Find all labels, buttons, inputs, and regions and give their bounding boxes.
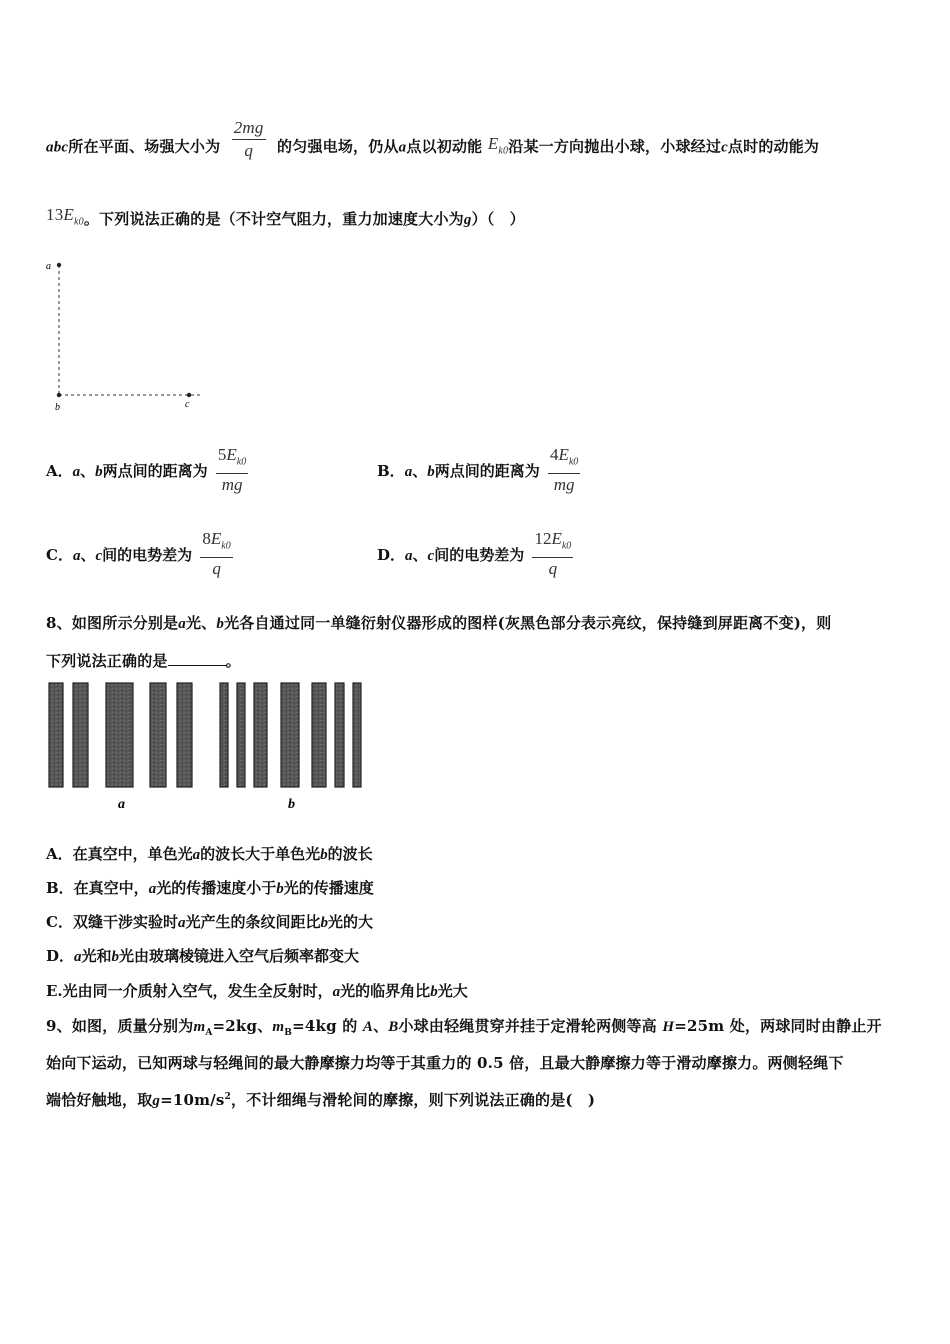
pattern-a-fringe-3: [106, 683, 133, 787]
pattern-b-fringe-7: [353, 683, 361, 787]
q7-label-b: b: [55, 402, 60, 413]
q7-option-d-fraction: $\frac{12E_{k0}}{q}$: [534, 529, 572, 579]
q7-field-fraction: $\frac{2mg}{q}$: [233, 118, 264, 160]
q7-option-c[interactable]: C．a、c间的电势差为 $\frac{8E_{k0}}{q}$: [46, 529, 231, 579]
q8-option-a[interactable]: A．在真空中，单色光a的波长大于单色光b的波长: [46, 845, 373, 863]
pattern-b-fringe-4: [281, 683, 299, 787]
pattern-a-label: a: [118, 797, 125, 812]
q8-number: 8、: [46, 614, 72, 632]
pattern-b-label: b: [288, 797, 295, 812]
pattern-a: [49, 683, 192, 787]
q9-line-3: 端恰好触地，取$g=10m/s^2$，不计细绳与滑轮间的摩擦，则下列说法正确的是( ): [46, 1091, 596, 1109]
q8-diffraction-figure: [44, 680, 369, 815]
q9-line-1: 9、如图，质量分别为$m_A=2kg$、$m_B=4kg$ 的 A、B小球由轻绳贯穿并挂于定滑轮两侧等高 H=25m 处，两球同时由静止开: [46, 1017, 882, 1038]
q8-option-b[interactable]: B．在真空中，a光的传播速度小于b光的传播速度: [46, 879, 374, 897]
pattern-b-fringe-5: [312, 683, 326, 787]
q7-option-a[interactable]: A．a、b两点间的距离为 $\frac{5E_{k0}}{mg}$: [46, 445, 247, 495]
q7-option-d[interactable]: D．a、c间的电势差为 $\frac{12E_{k0}}{q}$: [377, 529, 572, 579]
q8-line-1: 8、如图所示分别是a光、b光各自通过同一单缝衍射仪器形成的图样(灰黑色部分表示亮纹，保持缝到屏距离不变)，则: [46, 614, 832, 632]
q7-figure: [40, 255, 210, 415]
q7-ek0: $E_{k0}$: [487, 133, 509, 156]
pattern-a-fringe-4: [150, 683, 166, 787]
q9-number: 9、: [46, 1017, 72, 1035]
pattern-a-fringe-2: [73, 683, 88, 787]
q8-answer-blank[interactable]: [168, 651, 226, 666]
q9-line-2: 始向下运动，已知两球与轻绳间的最大静摩擦力均等于其重力的 0.5 倍，且最大静摩擦力等于滑动摩擦力。两侧轻绳下: [46, 1054, 844, 1072]
q8-line-2: 下列说法正确的是 。: [46, 652, 241, 670]
q7-option-a-fraction: $\frac{5E_{k0}}{mg}$: [217, 445, 247, 495]
q7-point-c: [187, 393, 191, 397]
q7-point-a: [57, 263, 61, 267]
pattern-a-fringe-5: [177, 683, 192, 787]
q7-label-a: a: [46, 261, 51, 272]
pattern-b-fringe-1: [220, 683, 228, 787]
pattern-b-fringe-3: [254, 683, 267, 787]
q7-option-b-fraction: $\frac{4E_{k0}}{mg}$: [549, 445, 579, 495]
pattern-b-fringe-2: [237, 683, 245, 787]
q7-label-c: c: [185, 399, 190, 410]
pattern-a-fringe-1: [49, 683, 63, 787]
q7-plane-label: abc: [46, 139, 69, 156]
q8-option-c[interactable]: C．双缝干涉实验时a光产生的条纹间距比b光的大: [46, 913, 373, 931]
q7-option-b[interactable]: B．a、b两点间的距离为 $\frac{4E_{k0}}{mg}$: [377, 445, 579, 495]
q7-line-2: $13E_{k0}$。下列说法正确的是（不计空气阻力，重力加速度大小为g）（ ）: [46, 205, 525, 228]
pattern-b: [220, 683, 361, 787]
q7-line-1: abc所在平面、场强大小为 $\frac{2mg}{q}$ 的匀强电场，仍从a点以初动能 $E_{k0}$沿某一方向抛出小球，小球经过c点时的动能为: [46, 118, 820, 160]
q8-option-d[interactable]: D．a光和b光由玻璃棱镜进入空气后频率都变大: [46, 947, 360, 965]
pattern-b-fringe-6: [335, 683, 344, 787]
q7-13ek0: $13E_{k0}$: [46, 205, 84, 228]
q7-option-c-fraction: $\frac{8E_{k0}}{q}$: [202, 529, 231, 579]
q8-option-e[interactable]: E.光由同一介质射入空气，发生全反射时，a光的临界角比b光大: [46, 982, 468, 1000]
q7-point-b: [57, 393, 61, 397]
